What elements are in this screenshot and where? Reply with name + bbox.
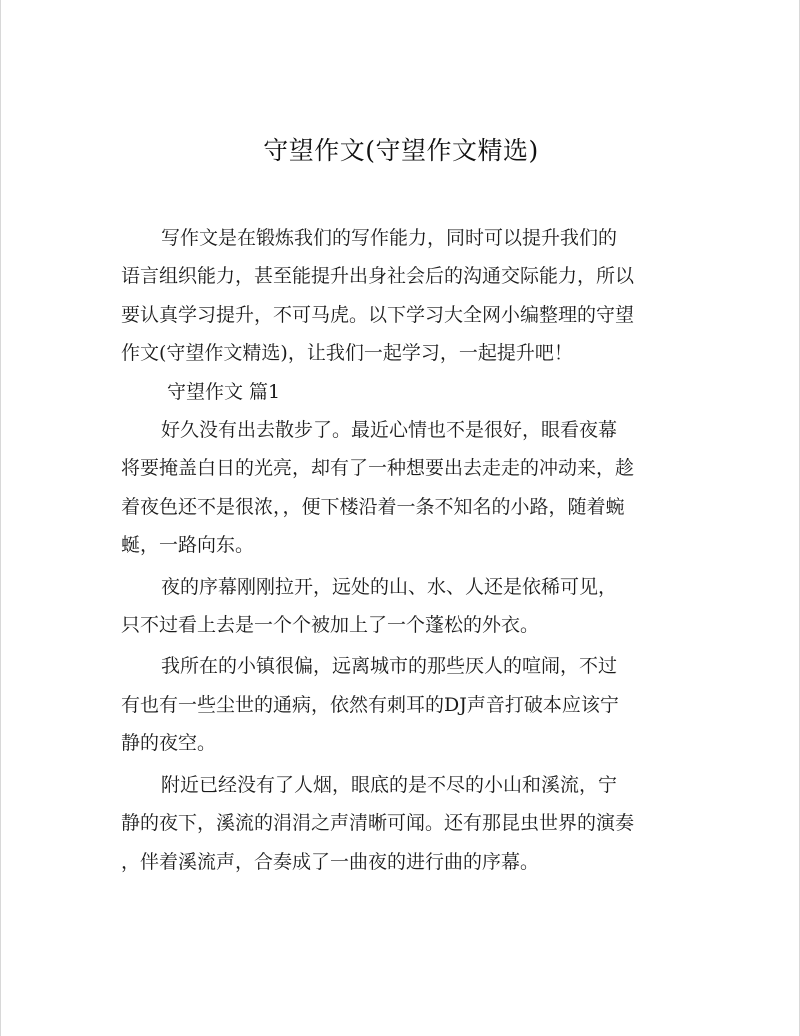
text-line: 蜒，一路向东。	[121, 534, 255, 557]
body-paragraph	[121, 411, 686, 565]
text-line: 将要掩盖白日的光亮，却有了一种想要出去走走的冲动来，趁	[121, 457, 635, 480]
body-paragraph	[121, 766, 686, 881]
intro-paragraph	[121, 219, 686, 373]
body-paragraph	[121, 568, 686, 645]
text-line: 有也有一些尘世的通病，依然有刺耳的DJ声音打破本应该宁	[121, 693, 619, 716]
text-line: 只不过看上去是一个个被加上了一个蓬松的外衣。	[121, 614, 540, 637]
text-line: 我所在的小镇很偏，远离城市的那些厌人的喧闹，不过	[161, 655, 618, 678]
text-line: 语言组织能力，甚至能提升出身社会后的沟通交际能力，所以	[121, 265, 635, 288]
text-line: 着夜色还不是很浓，，便下楼沿着一条不知名的小路，随着蜿	[121, 495, 625, 518]
text-line: 静的夜下，溪流的涓涓之声清晰可闻。还有那昆虫世界的演奏	[121, 812, 635, 835]
text-line: 附近已经没有了人烟，眼底的是不尽的小山和溪流，宁	[161, 773, 618, 796]
body-paragraph	[121, 647, 686, 762]
text-line: ，伴着溪流声，合奏成了一曲夜的进行曲的序幕。	[121, 850, 540, 873]
document-body	[121, 219, 686, 881]
text-line: 夜的序幕刚刚拉开，远处的山、水、人还是依稀可见，	[161, 575, 618, 598]
text-line: 作文(守望作文精选)，让我们一起学习，一起提升吧！	[121, 342, 573, 365]
text-line: 要认真学习提升，不可马虎。以下学习大全网小编整理的守望	[121, 303, 635, 326]
document-title: 守望作文(守望作文精选)	[263, 136, 539, 165]
section-heading-text: 守望作文 篇1	[167, 380, 281, 403]
text-line: 写作文是在锻炼我们的写作能力，同时可以提升我们的	[161, 227, 618, 249]
section-heading	[121, 373, 686, 411]
text-line: 静的夜空。	[121, 732, 217, 755]
text-line: 好久没有出去散步了。最近心情也不是很好，眼看夜幕	[161, 419, 618, 442]
